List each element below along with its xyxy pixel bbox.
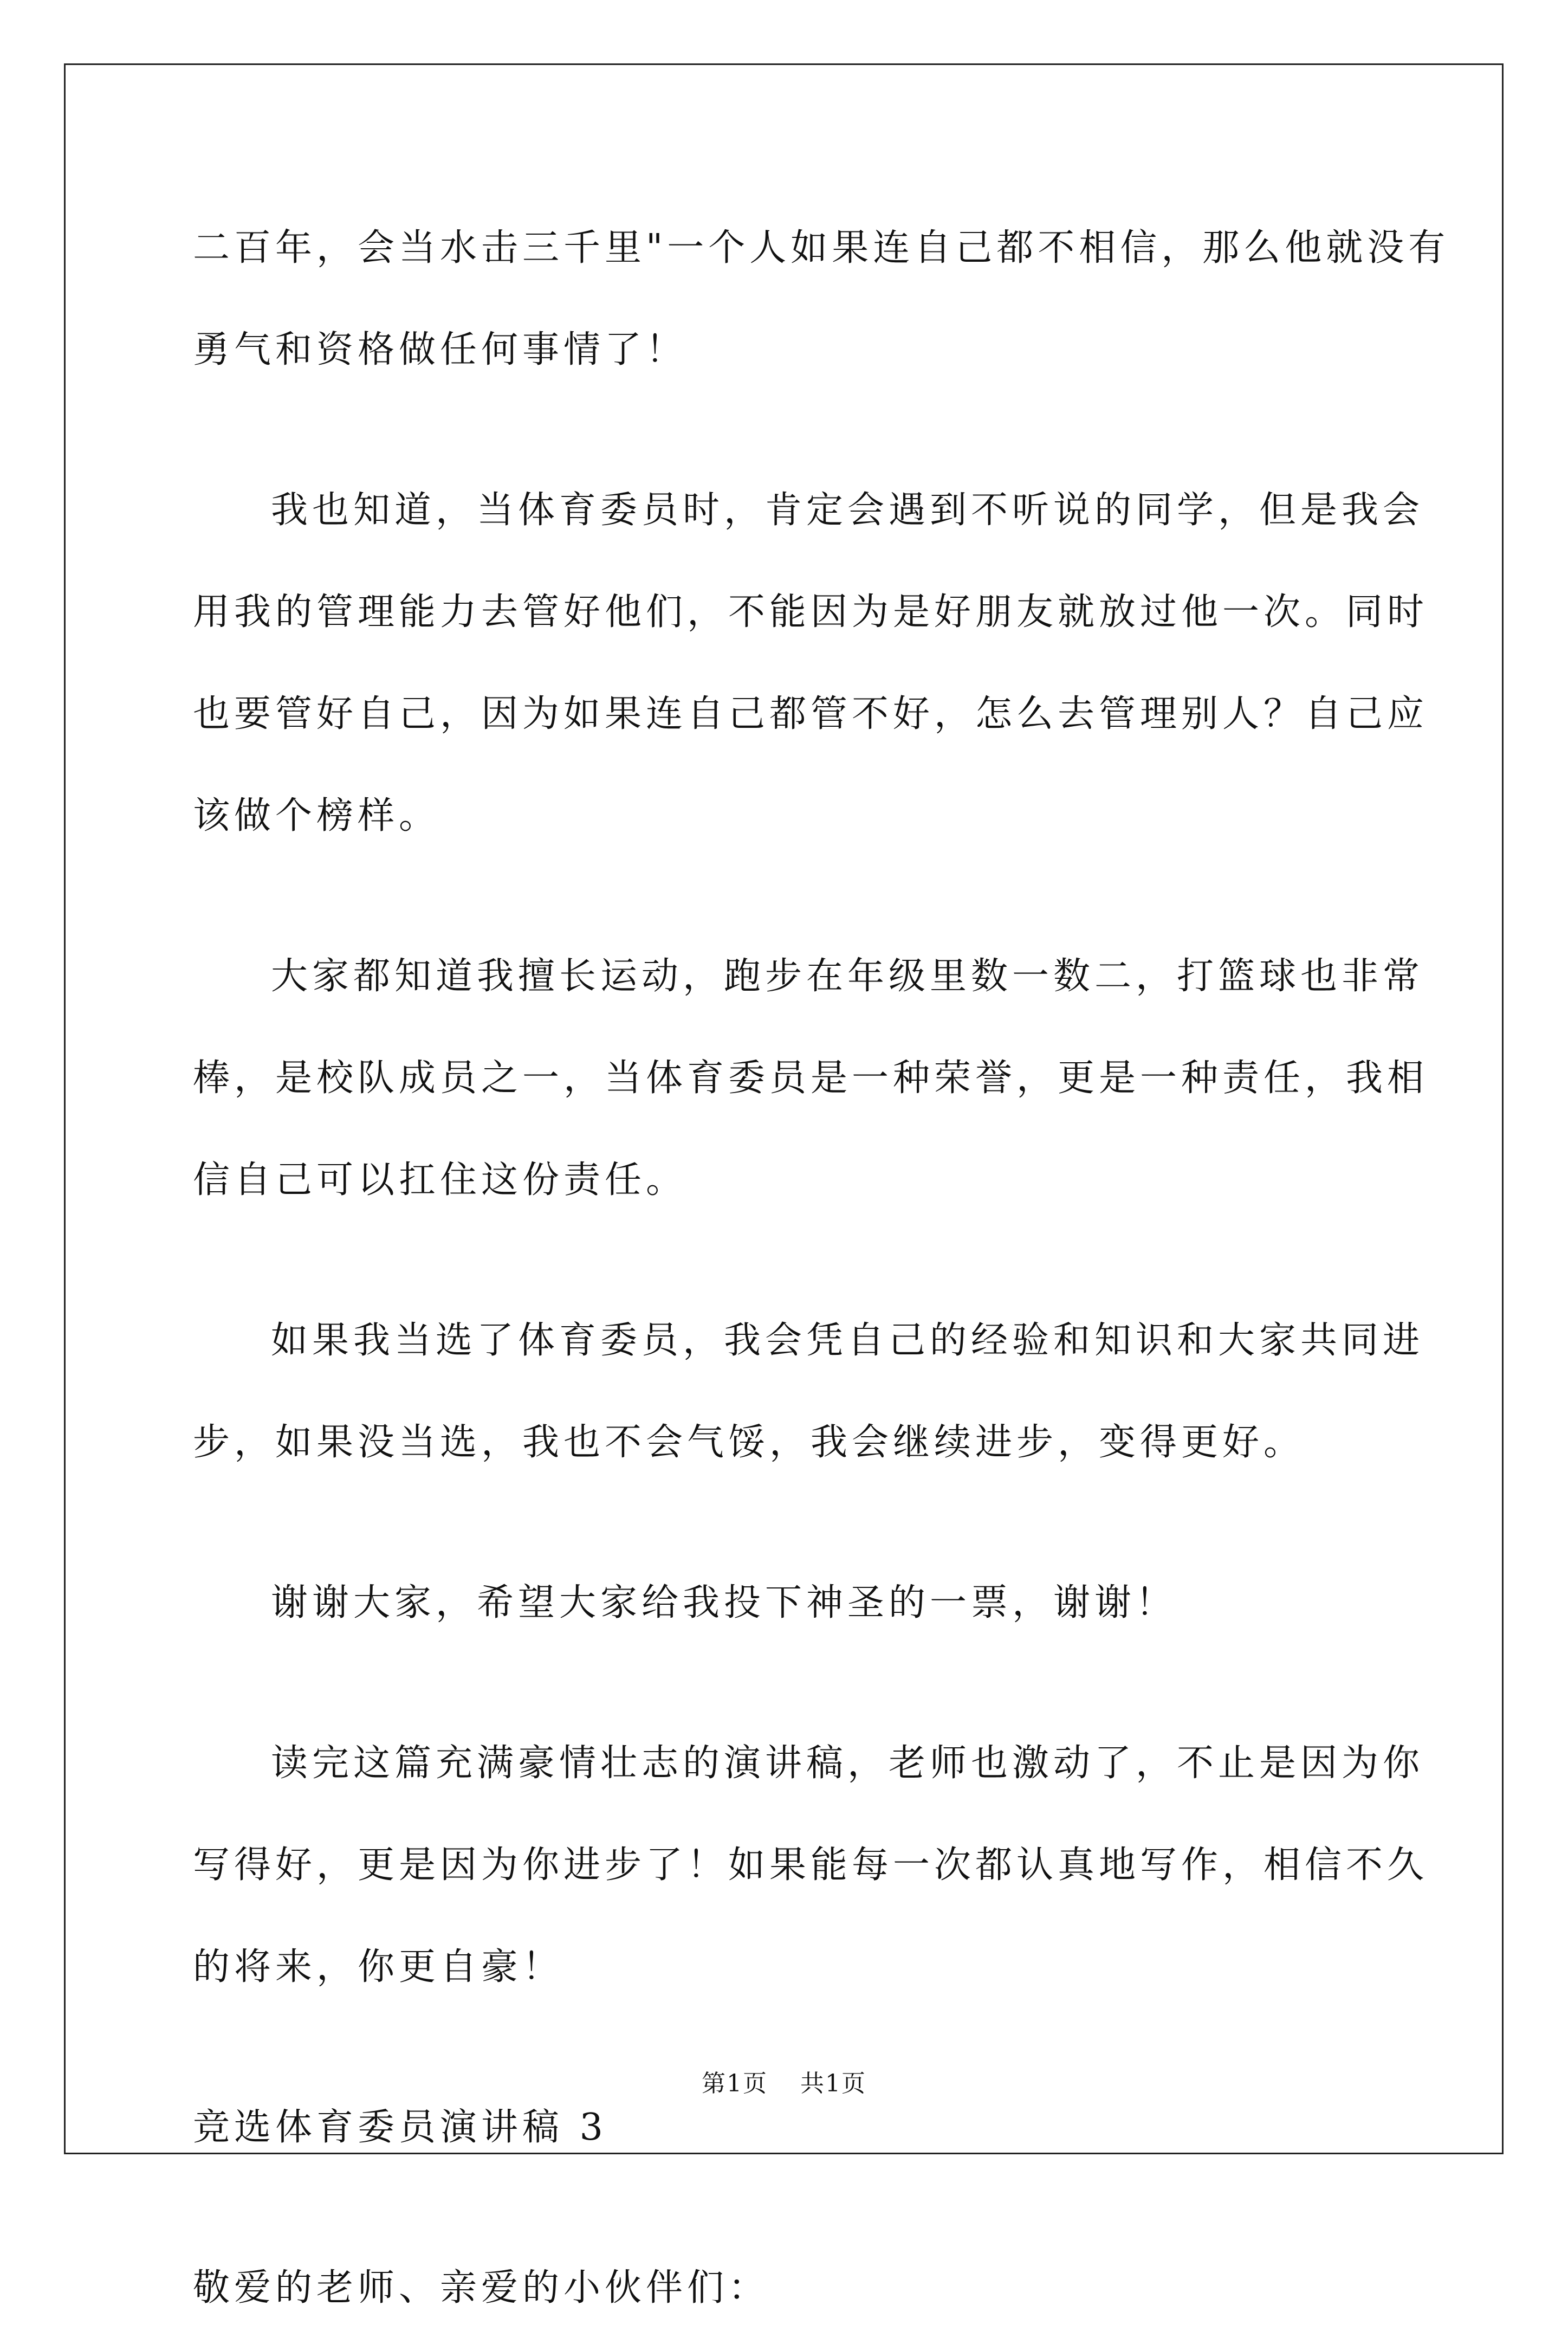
document-line: 如果我当选了体育委员，我会凭自己的经验和知识和大家共同进 (271, 1319, 1424, 1362)
page-footer (0, 2064, 1568, 2098)
page-number: 第1页 (702, 2070, 768, 2097)
document-line: 大家都知道我擅长运动，跑步在年级里数一数二，打篮球也非常 (271, 955, 1424, 998)
document-line: 我也知道，当体育委员时，肯定会遇到不听说的同学，但是我会 (271, 489, 1424, 532)
document-line: 敬爱的老师、亲爱的小伙伴们： (193, 2266, 770, 2309)
document-line: 写得好，更是因为你进步了！如果能每一次都认真地写作，相信不久 (193, 1844, 1429, 1887)
document-line: 竞选体育委员演讲稿 3 (193, 2106, 607, 2149)
document-line: 也要管好自己，因为如果连自己都管不好，怎么去管理别人？自己应 (193, 693, 1429, 735)
page-total: 共1页 (800, 2070, 866, 2097)
document-line: 信自己可以扛住这份责任。 (193, 1159, 688, 1202)
document-line: 步，如果没当选，我也不会气馁，我会继续进步，变得更好。 (193, 1421, 1305, 1464)
document-line: 棒，是校队成员之一，当体育委员是一种荣誉，更是一种责任，我相 (193, 1057, 1429, 1100)
document-line: 该做个榜样。 (193, 795, 440, 837)
document-line: 的将来，你更自豪！ (193, 1946, 564, 1988)
document-line: 勇气和资格做任何事情了！ (193, 328, 688, 371)
document-line: 用我的管理能力去管好他们，不能因为是好朋友就放过他一次。同时 (193, 591, 1429, 634)
document-line: 二百年，会当水击三千里"一个人如果连自己都不相信，那么他就没有 (193, 227, 1450, 269)
document-line: 读完这篇充满豪情壮志的演讲稿，老师也激动了，不止是因为你 (271, 1742, 1424, 1785)
document-line: 谢谢大家，希望大家给我投下神圣的一票，谢谢！ (271, 1581, 1177, 1624)
